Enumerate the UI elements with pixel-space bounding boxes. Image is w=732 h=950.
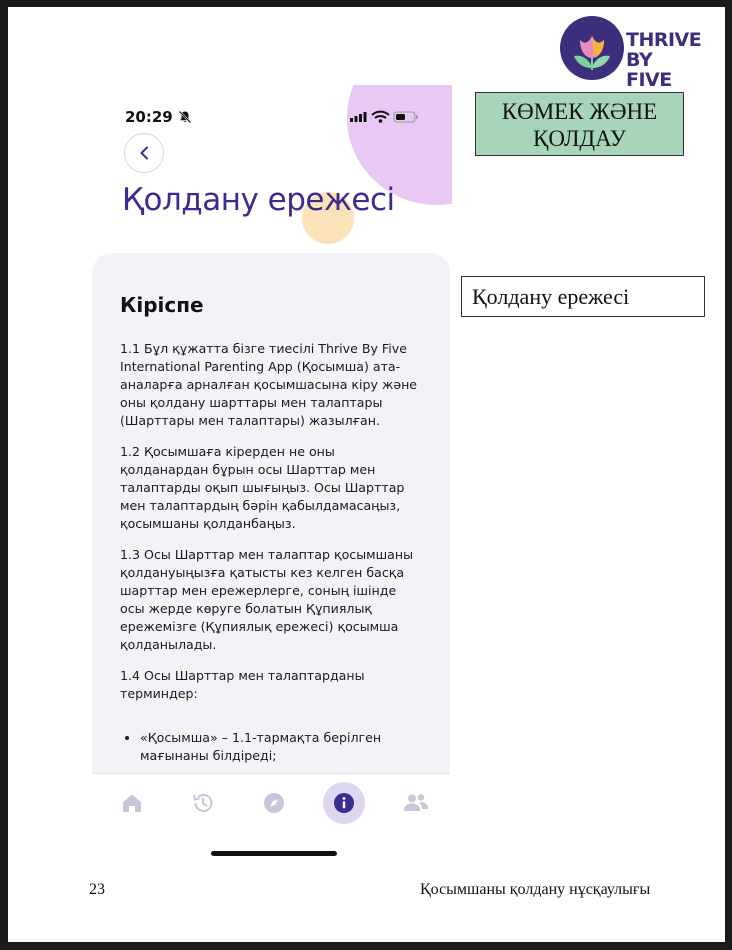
card-heading: Кіріспе [120,293,204,317]
paragraph: 1.3 Осы Шарттар мен талаптар қосымшаны қолдануыңызға қатысты кез келген басқа шарттар мен ережерлерге, соның ішінде осы жерде көруге болатын Құпиялық ережемізге (Құпиялық ережесі) қосымша қолданылады. [120,547,414,652]
phone-screenshot [92,85,452,875]
thrive-by-five-logo [560,16,702,91]
paragraph: 1.2 Қосымшаға кірерден не оны қолданардан бұрын осы Шарттар мен талаптарды оқып шығыңыз. Осы Шарттар мен талаптардың бәрін қабылдамасаңыз, қосымшаны қолданбаңыз. [120,444,405,531]
tab-home[interactable] [110,774,154,834]
back-button[interactable] [124,133,164,173]
logo-line-2: BY FIVE [626,49,672,91]
tab-history[interactable] [181,774,225,834]
wifi-icon [372,112,389,123]
screen-title: Қолдану ережесі [122,182,395,218]
caption-box: Қолдану ережесі [461,276,705,317]
info-icon [332,791,356,815]
tab-info[interactable] [322,774,366,834]
page-number: 23 [89,881,105,898]
status-icons [348,109,420,125]
tab-bar [92,773,450,834]
section-label-line-1: КӨМЕК ЖӘНЕ [501,99,658,124]
tab-community[interactable] [393,774,437,834]
battery-icon [394,112,418,122]
content-card[interactable] [92,253,450,773]
tulip-icon [560,16,624,80]
home-indicator [211,851,337,856]
bell-muted-icon [178,110,192,124]
tab-explore[interactable] [252,774,296,834]
people-icon [403,791,429,815]
history-icon [191,791,215,815]
section-label-line-2: ҚОЛДАУ [533,126,626,151]
status-time: 20:29 [125,108,173,126]
document-page [8,7,725,942]
section-label-box [475,92,684,156]
terms-list [120,729,420,765]
footer-title: Қосымшаны қолдану нұсқаулығы [420,881,651,898]
list-item: • «Қосымша» – 1.1-тармақта берілген мағынаны білдіреді; [140,729,420,765]
paragraph: 1.1 Бұл құжатта бізге тиесілі Thrive By Five International Parenting App (Қосымша) ата-аналарға арналған қосымшасына кіру және оны қолдану шарттары мен талаптары (Шарттары мен талаптары) жазылған. [120,341,418,428]
home-icon [120,791,144,815]
chevron-left-icon [137,145,153,161]
signal-icon [350,112,367,122]
logo-wordmark [626,30,701,90]
paragraph: 1.4 Осы Шарттар мен талаптарданы терминдер: [120,668,365,701]
compass-icon [262,791,286,815]
logo-line-1: THRIVE [626,29,702,51]
card-body [120,340,420,765]
